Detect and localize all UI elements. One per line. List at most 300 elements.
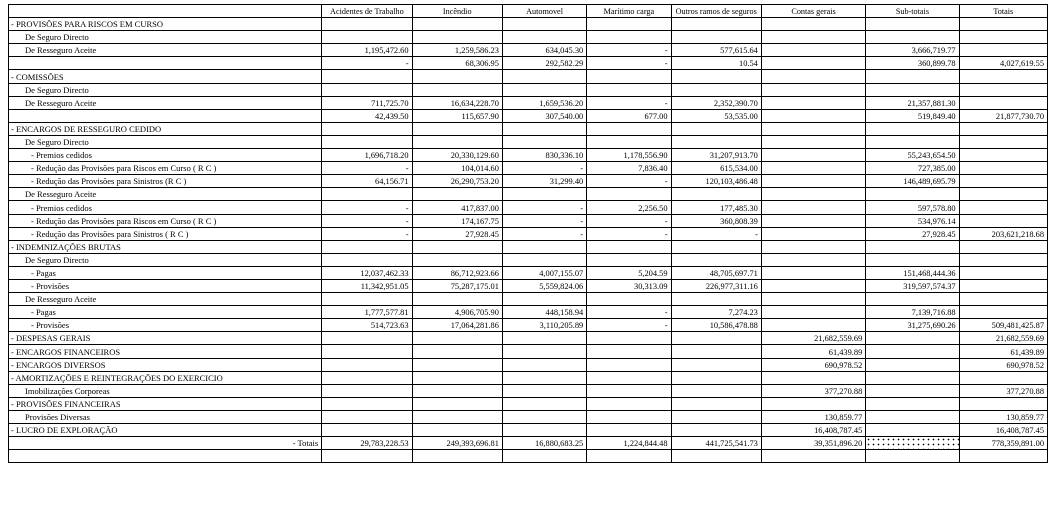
cell-totais [959,266,1047,279]
cell-totais: 16,408,787.45 [959,424,1047,437]
cell-subtotais: 146,489,695.79 [866,175,959,188]
cell-incendio: 68,306.95 [412,57,502,70]
table-row [9,384,1048,397]
cell-totais [959,162,1047,175]
totals-cell-outros: 441,725,541.73 [671,437,761,450]
cell-outros: 120,103,486.48 [671,175,761,188]
cell-incendio [412,345,502,358]
cell-contas: 16,408,787.45 [761,424,865,437]
cell-acidentes [322,188,412,201]
cell-acidentes: 64,156.71 [322,175,412,188]
cell-totais [959,18,1047,31]
row-label: - ENCARGOS DIVERSOS [9,358,322,371]
cell-maritimo [587,18,671,31]
cell-incendio: 104,014.60 [412,162,502,175]
cell-maritimo [587,358,671,371]
cell-totais [959,44,1047,57]
cell-outros [671,240,761,253]
blank-cell [322,450,412,463]
table-row [9,345,1048,358]
cell-acidentes [322,371,412,384]
cell-contas [761,83,865,96]
cell-incendio: 4,906,705.90 [412,306,502,319]
cell-outros [671,83,761,96]
row-label: - Redução das Provisões para Riscos em Curso ( R C ) [9,214,322,227]
table-row [9,162,1048,175]
row-label: Provisões Diversas [9,410,322,423]
cell-incendio [412,410,502,423]
table-row [9,410,1048,423]
cell-automovel: 31,299.40 [502,175,586,188]
cell-totais: 130,859.77 [959,410,1047,423]
cell-subtotais: 534,976.14 [866,214,959,227]
blank-cell [671,450,761,463]
cell-totais [959,96,1047,109]
cell-totais: 377,270.88 [959,384,1047,397]
cell-outros [671,135,761,148]
cell-incendio [412,188,502,201]
cell-totais [959,31,1047,44]
cell-acidentes: 711,725.70 [322,96,412,109]
cell-acidentes [322,397,412,410]
row-label: De Seguro Directo [9,83,322,96]
row-label: - Redução das Provisões para Sinistros ( R C ) [9,227,322,240]
cell-acidentes: 42,439.50 [322,109,412,122]
table-row [9,188,1048,201]
cell-automovel: - [502,162,586,175]
row-label: - Pagas [9,306,322,319]
totals-cell-totais: 778,359,891.00 [959,437,1047,450]
cell-subtotais: 151,468,444.36 [866,266,959,279]
cell-contas [761,149,865,162]
cell-outros [671,345,761,358]
col-header-incendio: Incêndio [412,5,502,18]
cell-contas [761,175,865,188]
blank-cell [761,450,865,463]
cell-automovel: - [502,214,586,227]
cell-automovel [502,135,586,148]
row-label: De Resseguro Aceite [9,293,322,306]
cell-totais: 21,682,559.69 [959,332,1047,345]
cell-maritimo [587,332,671,345]
table-row [9,227,1048,240]
cell-totais [959,135,1047,148]
cell-automovel: 634,045.30 [502,44,586,57]
table-body [9,18,1048,463]
cell-totais [959,149,1047,162]
cell-contas [761,371,865,384]
cell-incendio: 17,064,281.86 [412,319,502,332]
cell-automovel [502,345,586,358]
cell-automovel: 307,540.00 [502,109,586,122]
cell-maritimo [587,135,671,148]
cell-subtotais [866,31,959,44]
table-row [9,44,1048,57]
cell-contas: 377,270.88 [761,384,865,397]
table-row [9,253,1048,266]
totals-cell-incendio: 249,393,696.81 [412,437,502,450]
cell-incendio: 26,290,753.20 [412,175,502,188]
table-header [9,5,1048,18]
cell-acidentes: - [322,162,412,175]
cell-outros: 360,808.39 [671,214,761,227]
cell-outros [671,122,761,135]
cell-incendio [412,31,502,44]
cell-maritimo [587,122,671,135]
row-label: - PROVISÕES PARA RISCOS EM CURSO [9,18,322,31]
cell-outros: 7,274.23 [671,306,761,319]
cell-contas [761,109,865,122]
cell-contas [761,135,865,148]
cell-maritimo [587,424,671,437]
cell-subtotais: 3,666,719.77 [866,44,959,57]
row-label: De Resseguro Aceite [9,44,322,57]
cell-subtotais: 7,139,716.88 [866,306,959,319]
table-row [9,397,1048,410]
cell-contas [761,201,865,214]
cell-automovel: 5,559,824.06 [502,279,586,292]
cell-acidentes: 514,723.63 [322,319,412,332]
cell-subtotais [866,18,959,31]
cell-automovel [502,293,586,306]
cell-outros: 177,485.30 [671,201,761,214]
cell-totais [959,371,1047,384]
cell-outros [671,188,761,201]
cell-subtotais [866,384,959,397]
table-row [9,201,1048,214]
cell-maritimo [587,31,671,44]
cell-automovel [502,18,586,31]
cell-automovel: - [502,227,586,240]
cell-totais [959,122,1047,135]
cell-totais: 203,621,218.68 [959,227,1047,240]
cell-contas [761,96,865,109]
cell-acidentes: 1,696,718.20 [322,149,412,162]
cell-automovel [502,83,586,96]
cell-totais [959,214,1047,227]
cell-outros [671,424,761,437]
cell-incendio [412,83,502,96]
cell-subtotais [866,345,959,358]
cell-outros: 10,586,478.88 [671,319,761,332]
blank-cell [412,450,502,463]
cell-subtotais [866,293,959,306]
cell-acidentes [322,83,412,96]
cell-maritimo: - [587,175,671,188]
cell-incendio [412,384,502,397]
table-row [9,135,1048,148]
row-label: - AMORTIZAÇÕES E REINTEGRAÇÕES DO EXERCICIO [9,371,322,384]
row-label: De Seguro Directo [9,31,322,44]
cell-automovel: 448,158.94 [502,306,586,319]
table-row [9,371,1048,384]
cell-outros [671,70,761,83]
cell-incendio [412,18,502,31]
table-row [9,18,1048,31]
cell-outros: 53,535.00 [671,109,761,122]
cell-outros [671,31,761,44]
row-label: De Resseguro Aceite [9,188,322,201]
cell-contas: 690,978.52 [761,358,865,371]
cell-maritimo: - [587,96,671,109]
cell-incendio [412,332,502,345]
cell-maritimo: 7,836.40 [587,162,671,175]
totals-cell-maritimo: 1,224,844.48 [587,437,671,450]
cell-subtotais [866,371,959,384]
cell-outros [671,358,761,371]
cell-outros: 226,977,311.16 [671,279,761,292]
row-label: - Redução das Provisões para Sinistros (R C ) [9,175,322,188]
cell-subtotais [866,332,959,345]
cell-contas [761,293,865,306]
cell-totais [959,279,1047,292]
cell-contas [761,162,865,175]
cell-incendio [412,135,502,148]
cell-outros: - [671,227,761,240]
cell-acidentes [322,332,412,345]
table-row [9,424,1048,437]
cell-automovel [502,332,586,345]
table-row [9,175,1048,188]
cell-acidentes [322,293,412,306]
blank-cell [502,450,586,463]
cell-maritimo: 30,313.09 [587,279,671,292]
cell-automovel: 830,336.10 [502,149,586,162]
cell-acidentes [322,384,412,397]
cell-maritimo [587,345,671,358]
cell-totais [959,175,1047,188]
row-label: De Resseguro Aceite [9,96,322,109]
table-row [9,279,1048,292]
cell-maritimo: 2,256.50 [587,201,671,214]
cell-subtotais: 597,578.80 [866,201,959,214]
cell-outros: 577,615.64 [671,44,761,57]
cell-maritimo [587,188,671,201]
cell-subtotais: 27,928.45 [866,227,959,240]
cell-automovel: 3,110,205.89 [502,319,586,332]
cell-acidentes [322,424,412,437]
cell-outros [671,332,761,345]
blank-cell [9,450,322,463]
cell-acidentes [322,240,412,253]
table-row [9,240,1048,253]
cell-maritimo: 1,178,556.90 [587,149,671,162]
cell-outros: 615,534.00 [671,162,761,175]
cell-acidentes: - [322,227,412,240]
cell-totais [959,253,1047,266]
cell-maritimo [587,293,671,306]
cell-subtotais: 727,385.00 [866,162,959,175]
cell-incendio [412,397,502,410]
cell-maritimo: - [587,319,671,332]
cell-subtotais: 21,357,881.30 [866,96,959,109]
cell-maritimo [587,83,671,96]
table-row [9,306,1048,319]
cell-outros [671,253,761,266]
table-row [9,293,1048,306]
cell-outros [671,384,761,397]
cell-contas [761,57,865,70]
cell-subtotais: 360,899.78 [866,57,959,70]
table-row [9,109,1048,122]
cell-automovel: 292,582.29 [502,57,586,70]
cell-subtotais: 519,849.40 [866,109,959,122]
cell-automovel: - [502,201,586,214]
cell-subtotais [866,122,959,135]
cell-acidentes: 1,195,472.60 [322,44,412,57]
cell-contas [761,279,865,292]
table-row [9,332,1048,345]
cell-subtotais [866,70,959,83]
cell-automovel [502,371,586,384]
row-label: - PROVISÕES FINANCEIRAS [9,397,322,410]
cell-incendio: 86,712,923.66 [412,266,502,279]
row-label: De Seguro Directo [9,253,322,266]
cell-acidentes [322,410,412,423]
cell-contas [761,122,865,135]
cell-maritimo: - [587,57,671,70]
table-row [9,83,1048,96]
cell-contas [761,44,865,57]
cell-acidentes [322,345,412,358]
cell-subtotais [866,358,959,371]
blank-cell [866,450,959,463]
cell-totais: 61,439.89 [959,345,1047,358]
table-row [9,214,1048,227]
cell-contas [761,70,865,83]
cell-incendio: 1,259,586.23 [412,44,502,57]
cell-incendio: 417,837.00 [412,201,502,214]
table-row [9,149,1048,162]
cell-contas [761,253,865,266]
row-label: - ENCARGOS DE RESSEGURO CEDIDO [9,122,322,135]
row-label: - Provisões [9,319,322,332]
cell-maritimo: - [587,214,671,227]
cell-acidentes [322,358,412,371]
cell-outros [671,18,761,31]
cell-automovel [502,253,586,266]
cell-contas [761,31,865,44]
row-label: - COMISSÕES [9,70,322,83]
table-row [9,70,1048,83]
cell-acidentes [322,122,412,135]
cell-subtotais [866,83,959,96]
table-row [9,31,1048,44]
row-label: - Redução das Provisões para Riscos em Curso ( R C ) [9,162,322,175]
cell-contas [761,188,865,201]
blank-cell [587,450,671,463]
cell-subtotais: 31,275,690.26 [866,319,959,332]
cell-contas: 130,859.77 [761,410,865,423]
cell-acidentes: 12,037,462.33 [322,266,412,279]
cell-maritimo [587,371,671,384]
cell-automovel [502,384,586,397]
cell-maritimo [587,384,671,397]
col-header-automovel: Automovel [502,5,586,18]
cell-subtotais: 319,597,574.37 [866,279,959,292]
cell-incendio [412,253,502,266]
cell-maritimo: - [587,227,671,240]
table-row [9,122,1048,135]
cell-maritimo [587,397,671,410]
cell-incendio: 20,330,129.60 [412,149,502,162]
cell-subtotais [866,188,959,201]
row-label [9,57,322,70]
cell-acidentes: - [322,201,412,214]
totals-cell-automovel: 16,880,683.25 [502,437,586,450]
cell-acidentes: - [322,214,412,227]
table-row [9,319,1048,332]
row-label: Imobilizações Corporeas [9,384,322,397]
cell-acidentes: - [322,57,412,70]
cell-maritimo: - [587,44,671,57]
cell-subtotais [866,397,959,410]
cell-contas [761,18,865,31]
cell-subtotais [866,424,959,437]
cell-totais: 509,481,425.87 [959,319,1047,332]
financial-table [8,4,1048,463]
cell-contas [761,266,865,279]
cell-contas: 61,439.89 [761,345,865,358]
cell-maritimo [587,253,671,266]
cell-acidentes [322,18,412,31]
totals-label: - Totais [9,437,322,450]
cell-outros [671,371,761,384]
cell-automovel [502,70,586,83]
col-header-maritimo: Marítimo carga [587,5,671,18]
cell-maritimo: 5,204.59 [587,266,671,279]
row-label: - LUCRO DE EXPLORAÇÃO [9,424,322,437]
cell-totais [959,397,1047,410]
totals-cell-contas: 39,351,896.20 [761,437,865,450]
cell-totais [959,188,1047,201]
cell-maritimo: - [587,306,671,319]
cell-outros: 10.54 [671,57,761,70]
table-row [9,266,1048,279]
totals-row [9,437,1048,450]
cell-outros: 31,207,913.70 [671,149,761,162]
cell-acidentes [322,31,412,44]
cell-totais: 21,877,730.70 [959,109,1047,122]
cell-subtotais [866,240,959,253]
cell-subtotais [866,135,959,148]
cell-outros [671,293,761,306]
row-label: De Seguro Directo [9,135,322,148]
col-header-subtotais: Sub-totais [866,5,959,18]
table-row [9,57,1048,70]
col-header-outros: Outros ramos de seguros [671,5,761,18]
cell-incendio [412,358,502,371]
row-label: - Premios cedidos [9,201,322,214]
cell-contas [761,319,865,332]
cell-automovel [502,397,586,410]
row-label: - Provisões [9,279,322,292]
cell-acidentes [322,70,412,83]
row-label: - Premios cedidos [9,149,322,162]
row-label [9,109,322,122]
cell-automovel [502,358,586,371]
cell-incendio [412,371,502,384]
cell-totais [959,83,1047,96]
cell-contas [761,227,865,240]
col-header-contas: Contas gerais [761,5,865,18]
row-label: - ENCARGOS FINANCEIROS [9,345,322,358]
cell-maritimo [587,240,671,253]
cell-acidentes: 11,342,951.05 [322,279,412,292]
cell-incendio: 16,634,228.70 [412,96,502,109]
cell-totais [959,293,1047,306]
cell-contas: 21,682,559.69 [761,332,865,345]
